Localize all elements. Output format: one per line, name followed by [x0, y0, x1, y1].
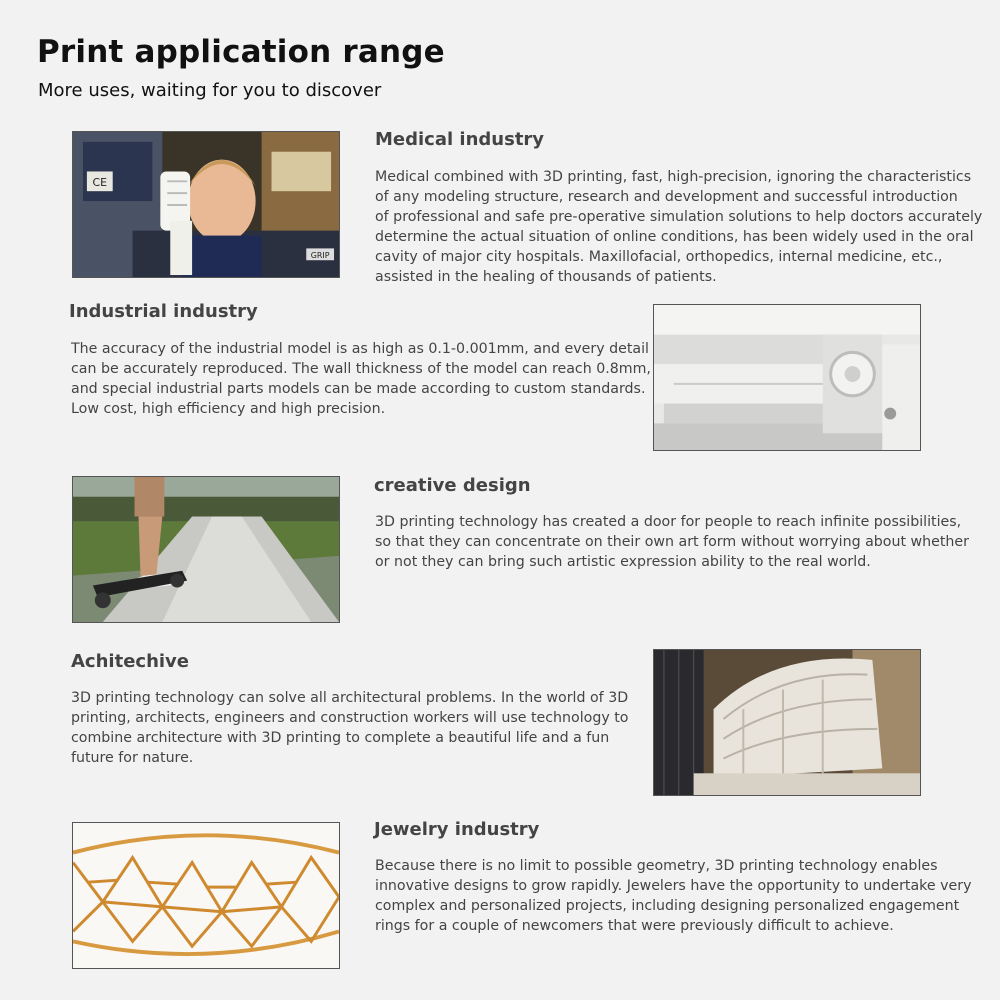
- jewelry-photo: [72, 822, 340, 969]
- page-subtitle: More uses, waiting for you to discover: [38, 80, 382, 101]
- creative-text: 3D printing technology has created a door for people to reach infinite possibilities, so that they can concentrate on their own art form without worrying about whether or not they can bring such artistic expression ability to the real world.: [375, 514, 969, 570]
- grip-label: GRIP: [310, 251, 330, 261]
- medical-title: Medical industry: [375, 129, 545, 150]
- industrial-photo: [653, 304, 921, 451]
- creative-title: creative design: [374, 475, 531, 496]
- jewelry-text: Because there is no limit to possible geometry, 3D printing technology enables innovative designs to grow rapidly. Jewelers have the opportunity to undertake very complex and personalized projects, including designing personalized engagement rings for a couple of newcomers that were previously difficult to achieve.: [375, 858, 972, 934]
- medical-text: Medical combined with 3D printing, fast, high-precision, ignoring the characteristics of any modeling structure, research and development and successful introduction of professional and safe pre-operative simulation solutions to help doctors accurately determine the actual situation of online conditions, has been widely used in the oral cavity of major city hospitals. Maxillofacial, orthopedics, internal medicine, etc., assisted in the healing of thousands of patients.: [375, 169, 983, 285]
- creative-photo: [72, 476, 340, 623]
- architecture-title: Achitechive: [71, 651, 189, 672]
- architecture-text: 3D printing technology can solve all architectural problems. In the world of 3D printing, architects, engineers and construction workers will use technology to combine architecture with 3D printing to complete a beautiful life and a fun future for nature.: [71, 690, 629, 766]
- jewelry-title: Jewelry industry: [374, 819, 540, 840]
- ce-mark: CE: [92, 176, 108, 190]
- industrial-title: Industrial industry: [69, 301, 258, 322]
- industrial-text: The accuracy of the industrial model is as high as 0.1-0.001mm, and every detail can be accurately reproduced. The wall thickness of the model can reach 0.8mm, and special industrial parts models can be made according to custom standards. Low cost, high efficiency and high precision.: [71, 341, 651, 417]
- page-title: Print application range: [37, 34, 445, 70]
- architecture-photo: [653, 649, 921, 796]
- medical-photo: [72, 131, 340, 278]
